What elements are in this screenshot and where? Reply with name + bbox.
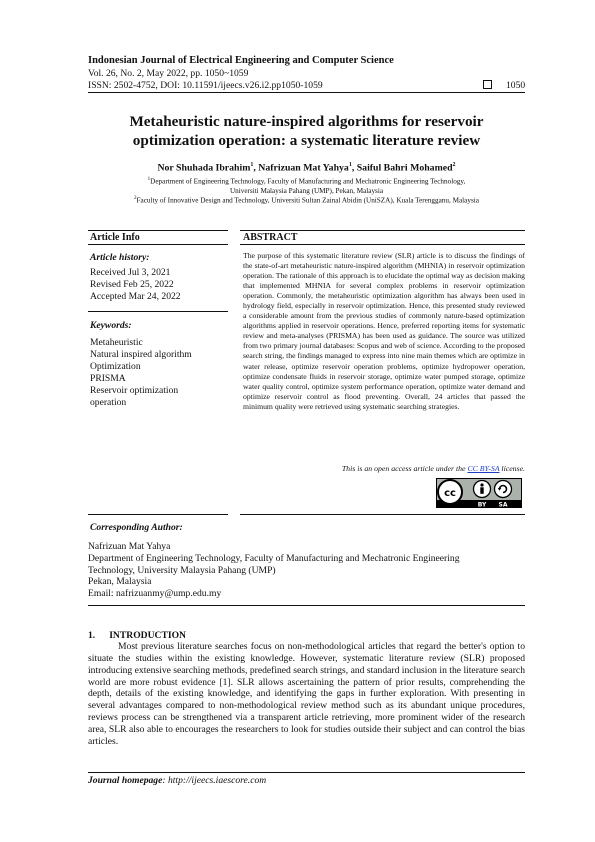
corresponding-dept-line-2: Technology, University Malaysia Pahang (UMP) [88, 564, 276, 576]
paper-title [88, 112, 525, 150]
info-top-rule [88, 230, 228, 231]
keyword-item: operation [90, 397, 127, 408]
affiliation-1-sup: 1 [147, 177, 151, 182]
license-suffix: license. [499, 464, 525, 473]
cc-sa-label: SA [498, 501, 508, 508]
page-number: 1050 [506, 80, 526, 91]
corresponding-location: Pekan, Malaysia [88, 576, 152, 588]
corresponding-name: Nafrizuan Mat Yahya [88, 541, 171, 552]
svg-text:cc: cc [444, 488, 456, 499]
author-2-sup: 1 [348, 162, 352, 168]
keyword-item: Metaheuristic [90, 337, 143, 348]
history-heading: Article history: [90, 252, 150, 263]
affiliation-2-text: Faculty of Innovative Design and Technology, Universiti Sultan Zainal Abidin (UniSZA), Kuala Terengganu, Malaysia [136, 196, 479, 205]
author-1: Nor Shuhada Ibrahim [157, 162, 251, 174]
page-box-icon [483, 80, 492, 89]
abstract-top-rule [240, 230, 525, 231]
affiliation-1-line-2: Universiti Malaysia Pahang (UMP), Pekan, Malaysia [229, 186, 384, 195]
history-revised: Revised Feb 25, 2022 [90, 279, 174, 290]
issn-doi: ISSN: 2502-4752, DOI: 10.11591/ijeecs.v26.i2.pp1050-1059 [88, 80, 323, 91]
article-info-heading: Article Info [90, 232, 140, 243]
keywords-heading: Keywords: [90, 320, 132, 331]
corresponding-heading: Corresponding Author: [90, 522, 183, 533]
abstract-text: The purpose of this systematic literature review (SLR) article is to discuss the findings of the state-of-art metaheuristic nature-inspired algorithm (MHNIA) in reservoir optimization operation. The rationale of this approach is to elucidate the optimal way as decision making that implemented MHNIA for several complex problems in reservoir optimization operation. Commonly, the metaheuristic optimization algorithm has always been used in hydrology field, especially in reservoir optimization. Hence, this presented study reviewed a considerable amount from the previous studies of commonly nature-based optimization algorithms applied in reservoir operations. Hence, preferred reporting items for systematic review and meta-analyses (PRISMA) has been used as guidance. The source was utilized from two primary journal databases: Scopus and web of science. According to the proposed search string, the findings managed to express into nine main themes which are optimize in water release, optimize reservoir operation problems, optimize hydropower operation, optimize condensate fluids in reservoir storage, optimize water pumped storage, optimize water quality control, optimize system performance operation, optimize water demand and optimize reservoir control as flood preventing. Overall, 24 articles that passed the minimum quality were retrieved using systematic searching strategies. [243, 251, 525, 411]
keyword-item: Optimization [90, 361, 141, 372]
cc-by-label: BY [477, 501, 487, 508]
intro-paragraph [88, 641, 525, 748]
section-title: INTRODUCTION [109, 630, 186, 641]
corresponding-dept-line-1: Department of Engineering Technology, Faculty of Manufacturing and Mechatronic Engineering [88, 552, 460, 564]
volume-info: Vol. 26, No. 2, May 2022, pp. 1050~1059 [88, 68, 249, 79]
homepage-label: Journal homepage [88, 775, 163, 786]
license-link[interactable]: CC BY-SA [467, 464, 500, 473]
header-rule [88, 92, 525, 93]
author-3: , Saiful Bahri Mohamed [351, 162, 453, 174]
affiliation-2 [88, 194, 525, 206]
keywords-rule [88, 311, 228, 312]
history-accepted: Accepted Mar 24, 2022 [90, 291, 181, 302]
author-3-sup: 2 [452, 162, 456, 168]
keyword-item: Natural inspired algorithm [90, 349, 192, 360]
license-line [243, 464, 525, 473]
keyword-item: PRISMA [90, 373, 126, 384]
abstract-head-rule [240, 244, 525, 245]
abstract-bottom-rule [240, 514, 525, 515]
keyword-item: Reservoir optimization [90, 385, 179, 396]
intro-paragraph-text: Most previous literature searches focus on non-methodological articles that regard the better's option to situate the studies within the existing knowledge. However, systematic literature review (SLR) proposed introducing extensive searching methods, predefined search strings, and standard inclusion in the literature search world are more robust evidence [1]. SLR allows ascertaining the pattern of prior results, comprehending the depth, details of the existing knowledge, and identifying the gaps in further exploration. With presenting in several advantages compared to non-methodological review method such as its abundant unique procedures, reviews process can be strengthened via a transparent article retrieving, more prominent wider of the research area, SLR also able to encourages the researchers to look for studies outside their subject and can control the bias articles. [88, 641, 525, 747]
cc-by-sa-icon[interactable] [436, 478, 522, 508]
abstract-heading: ABSTRACT [243, 232, 298, 243]
homepage-url[interactable]: : http://ijeecs.iaescore.com [162, 775, 267, 786]
keyword-list [90, 337, 192, 409]
journal-name: Indonesian Journal of Electrical Engineering and Computer Science [88, 55, 394, 66]
title-line-1: Metaheuristic nature-inspired algorithms for reservoir [129, 113, 484, 130]
journal-homepage [88, 775, 266, 786]
footer-rule [88, 772, 525, 773]
info-bottom-rule [88, 514, 228, 515]
title-line-2: optimization operation: a systematic literature review [132, 132, 481, 149]
info-head-rule [88, 244, 228, 245]
corresponding-email[interactable]: Email: nafrizuanmy@ump.edu.my [88, 588, 222, 600]
section-heading [88, 630, 186, 641]
license-prefix: This is an open access article under the [341, 464, 468, 473]
author-list [88, 162, 525, 173]
corresponding-author-block [88, 541, 460, 600]
section-number: 1. [88, 630, 96, 641]
author-1-sup: 1 [250, 162, 254, 168]
history-received: Received Jul 3, 2021 [90, 267, 171, 278]
author-2: , Nafrizuan Mat Yahya [253, 162, 349, 174]
affiliation-1-line-1: Department of Engineering Technology, Faculty of Manufacturing and Mechatronic Engineering Technology, [150, 177, 466, 186]
affiliation-2-sup: 2 [134, 196, 137, 201]
corresponding-bottom-rule [88, 605, 525, 606]
